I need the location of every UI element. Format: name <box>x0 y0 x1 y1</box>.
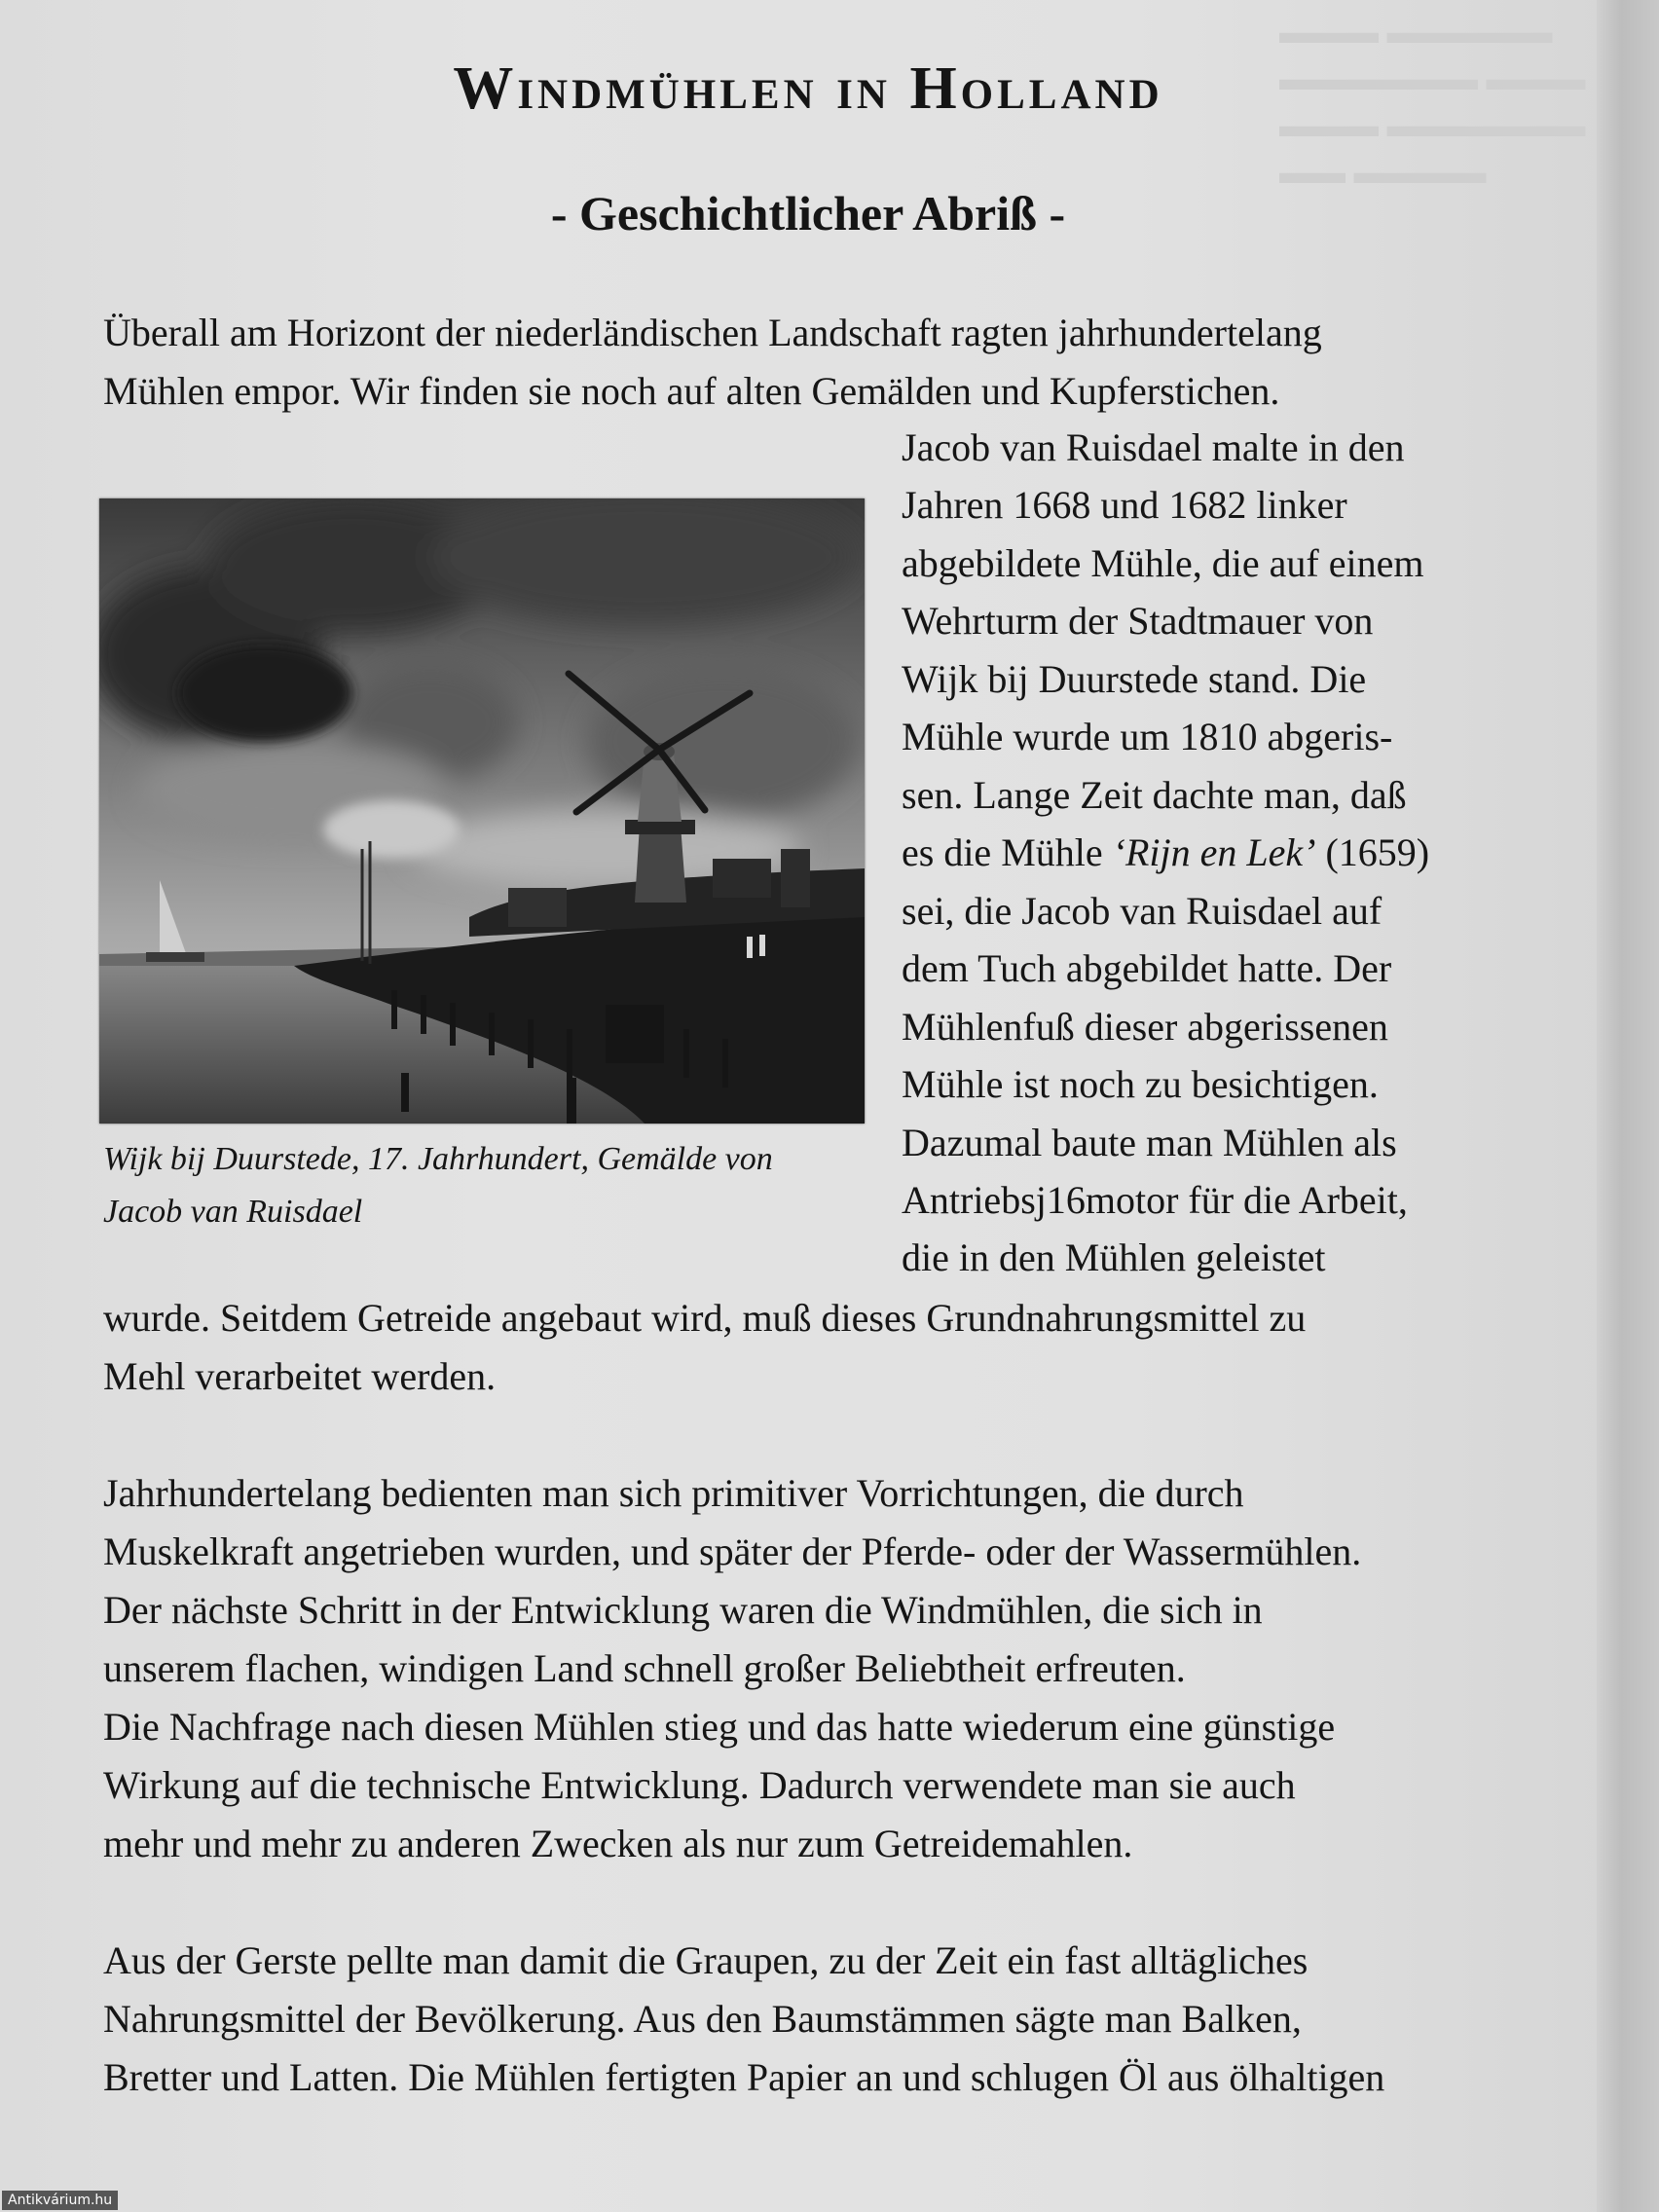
windmill-painting <box>99 498 865 1124</box>
text-span: (1659) <box>1315 830 1430 874</box>
paragraph-line: Jahrhundertelang bedienten man sich primitiver Vorrichtungen, die durch <box>103 1471 1244 1515</box>
page-edge <box>1597 0 1659 2212</box>
paragraph-line: Der nächste Schritt in der Entwicklung waren die Windmühlen, die sich in <box>103 1588 1263 1632</box>
paragraph-line: Jahren 1668 und 1682 linker <box>902 483 1347 527</box>
paragraph-line: Wijk bij Duurstede stand. Die <box>902 657 1367 701</box>
paragraph-line: abgebildete Mühle, die auf einem <box>902 541 1424 585</box>
paragraph-line: dem Tuch abgebildet hatte. Der <box>902 946 1392 990</box>
paragraph-line: sei, die Jacob van Ruisdael auf <box>902 889 1382 933</box>
paragraph-line: Nahrungsmittel der Bevölkerung. Aus den Baumstämmen sägte man Balken, <box>103 1997 1302 2041</box>
paragraph-line: Die Nachfrage nach diesen Mühlen stieg und das hatte wiederum eine günstige <box>103 1705 1336 1749</box>
page-subtitle: - Geschichtlicher Abriß - <box>550 186 1066 240</box>
page-title: Windmühlen in Holland <box>453 55 1163 122</box>
figure-caption: Jacob van Ruisdael <box>103 1194 363 1230</box>
paragraph-line-with-title <box>902 830 1429 875</box>
paragraph-line: Mehl verarbeitet werden. <box>103 1354 497 1398</box>
paragraph-line: Antriebsj16motor für die Arbeit, <box>902 1178 1408 1222</box>
mill-name-italic: ‘Rijn en Lek’ <box>1112 830 1316 874</box>
show-through-text: ▬▬▬ ▬▬▬▬▬ ▬▬▬▬▬▬ ▬▬▬ ▬▬▬ ▬▬▬▬▬▬ ▬▬ ▬▬▬▬ <box>1279 15 1586 191</box>
paragraph-line: Bretter und Latten. Die Mühlen fertigten Papier an und schlugen Öl aus ölhaltigen <box>103 2055 1385 2099</box>
paragraph-line: Mühlen empor. Wir finden sie noch auf alten Gemälden und Kupferstichen. <box>103 369 1280 413</box>
paragraph-line: wurde. Seitdem Getreide angebaut wird, muß dieses Grundnahrungsmittel zu <box>103 1296 1307 1340</box>
paragraph-line: die in den Mühlen geleistet <box>902 1235 1326 1279</box>
watermark: Antikvárium.hu <box>2 2191 118 2210</box>
paragraph-line: sen. Lange Zeit dachte man, daß <box>902 773 1407 817</box>
paragraph-line: Mühle wurde um 1810 abgeris- <box>902 715 1393 758</box>
text-span: es die Mühle <box>902 830 1113 874</box>
paragraph-line: Überall am Horizont der niederländischen Landschaft ragten jahrhundertelang <box>103 311 1322 354</box>
paragraph-line: Mühlenfuß dieser abgerissenen <box>902 1005 1388 1049</box>
figure-caption: Wijk bij Duurstede, 17. Jahrhundert, Gemälde von <box>103 1141 773 1177</box>
paragraph-line: Mühle ist noch zu besichtigen. <box>902 1062 1379 1106</box>
paragraph-line: Wehrturm der Stadtmauer von <box>902 599 1374 643</box>
paragraph-line: Aus der Gerste pellte man damit die Graupen, zu der Zeit ein fast alltägliches <box>103 1938 1309 1982</box>
paragraph-line: Dazumal baute man Mühlen als <box>902 1121 1397 1164</box>
paragraph-line: Wirkung auf die technische Entwicklung. Dadurch verwendete man sie auch <box>103 1763 1296 1807</box>
paragraph-line: Muskelkraft angetrieben wurden, und später der Pferde- oder der Wassermühlen. <box>103 1530 1362 1573</box>
paragraph-line: Jacob van Ruisdael malte in den <box>902 425 1405 469</box>
paragraph-line: unserem flachen, windigen Land schnell großer Beliebtheit erfreuten. <box>103 1646 1186 1690</box>
paragraph-line: mehr und mehr zu anderen Zwecken als nur zum Getreidemahlen. <box>103 1822 1133 1865</box>
